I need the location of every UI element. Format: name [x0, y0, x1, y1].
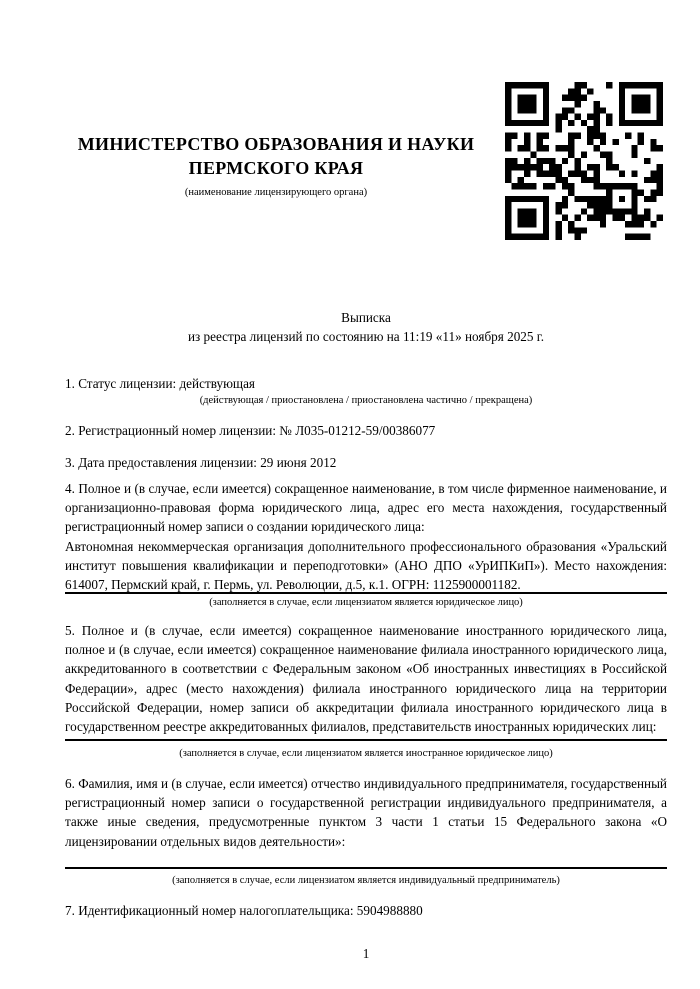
item2-registration-number: 2. Регистрационный номер лицензии: № Л035-01212-59/00386077: [65, 423, 436, 438]
ministry-name-line2: ПЕРМСКОГО КРАЯ: [188, 158, 364, 178]
item6-individual-entrepreneur: 6. Фамилия, имя и (в случае, если имеется) отчество индивидуального предпринимателя, государственный регистрационный номер записи о государственной регистрации индивидуального предпринимателя, а также иные сведения, предусмотренные пунктом 3 части 1 статьи 15 Федерального закона «О лицензировании отдельных видов деятельности»:: [65, 776, 667, 849]
ministry-name-line1: МИНИСТЕРСТВО ОБРАЗОВАНИЯ И НАУКИ: [77, 134, 475, 154]
title-line1: Выписка: [341, 310, 391, 325]
item6-caption: (заполняется в случае, если лицензиатом является индивидуальный предприниматель): [172, 875, 560, 886]
item4-intro: 4. Полное и (в случае, если имеется) сокращенное наименование, в том числе фирменное наименование, и организационно-правовая форма юридического лица, адрес его места нахождения, государственный регистрационный номер записи о создании юридического лица:: [65, 481, 667, 535]
ministry-header: [65, 132, 487, 199]
ministry-caption: (наименование лицензирующего органа): [184, 187, 368, 198]
item4-legal-entity: [65, 479, 667, 594]
item1-license-status: 1. Статус лицензии: действующая: [65, 376, 256, 391]
item1-caption: (действующая / приостановлена / приостановлена частично / прекращена): [199, 395, 533, 406]
item7-taxpayer-number: 7. Идентификационный номер налогоплательщика: 5904988880: [65, 903, 423, 918]
divider-line-2: [65, 739, 667, 741]
item3-grant-date: 3. Дата предоставления лицензии: 29 июня 2012: [65, 455, 337, 470]
item4-value: Автономная некоммерческая организация дополнительного профессионального образования «Уральский институт повышения квалификации и переподготовки» (АНО ДПО «УрИПКиП»). Место нахождения: 614007, Пермский край, г. Пермь, ул. Революции, д.5, к.1. ОГРН: 1125900001182.: [65, 538, 667, 593]
title-line2: из реестра лицензий по состоянию на 11:19 «11» ноября 2025 г.: [187, 329, 545, 345]
item5-caption: (заполняется в случае, если лицензиатом является иностранное юридическое лицо): [179, 748, 553, 759]
page-number: 1: [362, 946, 370, 961]
divider-line-1: [65, 592, 667, 594]
item5-foreign-entity: 5. Полное и (в случае, если имеется) сокращенное наименование иностранного юридического лица, полное и (в случае, если имеется) сокращенное наименование филиала иностранного юридического лица, аккредитованного в соответствии с Федеральным законом «Об иностранных инвестициях в Российской Федерации», адрес (место нахождения) филиала иностранного юридического лица на территории Российской Федерации, номер записи об аккредитации филиала иностранного юридического лица в государственном реестре аккредитованных филиалов, представительств иностранных юридических лиц:: [65, 623, 667, 735]
qr-code-icon: [505, 82, 663, 240]
document-title: [65, 308, 667, 346]
item4-caption: (заполняется в случае, если лицензиатом является юридическое лицо): [209, 597, 523, 608]
divider-line-3: [65, 867, 667, 869]
